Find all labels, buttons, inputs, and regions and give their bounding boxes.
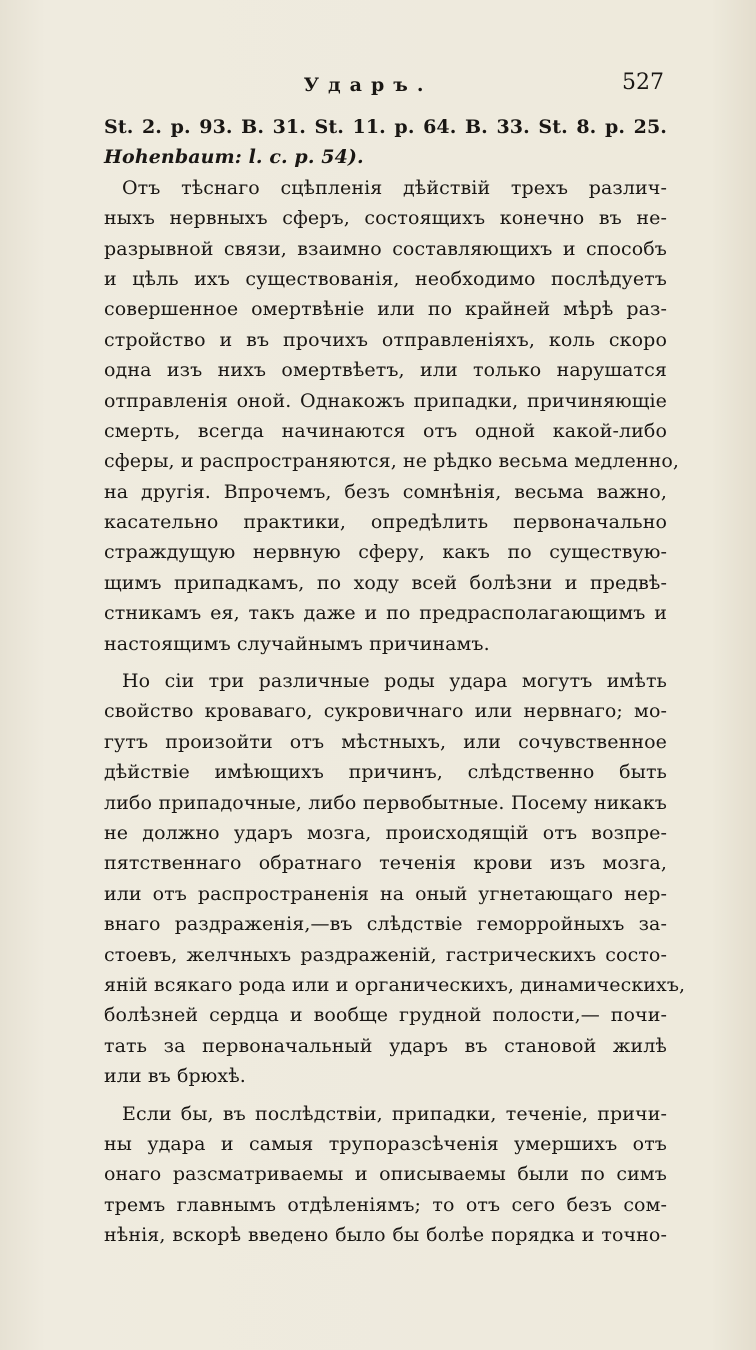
text-line: ны удара и самыя трупоразсѣченія умершихъ отъ — [104, 1132, 667, 1155]
paragraph — [104, 173, 680, 659]
paragraph — [104, 666, 686, 1091]
text-line: страждущую нервную сферу, какъ по существую- — [104, 541, 667, 564]
text-line: яній всякаго рода или и органическихъ, динамическихъ, — [104, 973, 686, 996]
paragraph — [104, 1099, 667, 1251]
text-line: гутъ произойти отъ мѣстныхъ, или сочувственное — [104, 730, 667, 753]
running-head — [0, 70, 756, 106]
text-line: разрывной связи, взаимно составляющихъ и способъ — [104, 237, 667, 260]
text-line: отправленія оной. Однакожъ припадки, причиняющіе — [104, 389, 667, 412]
paragraph-reference — [104, 112, 667, 173]
text-line: стникамъ ея, такъ даже и по предрасполагающимъ и — [104, 602, 667, 625]
text-line: нѣнія, вскорѣ введено было бы болѣе порядка и точно- — [104, 1224, 667, 1247]
text-line: и цѣль ихъ существованія, необходимо послѣдуетъ — [104, 267, 667, 290]
paragraph-gap — [104, 1092, 667, 1099]
page-number: 527 — [622, 70, 664, 95]
text-line: настоящимъ случайнымъ причинамъ. — [104, 632, 490, 655]
text-line: на другія. Впрочемъ, безъ сомнѣнія, весьма важно, — [104, 480, 667, 503]
text-line: пятственнаго обратнаго теченія крови изъ мозга, — [104, 852, 667, 875]
text-line: дѣйствіе имѣющихъ причинъ, слѣдственно быть — [104, 761, 667, 784]
body-text — [104, 112, 686, 1250]
text-line: Если бы, въ послѣдствіи, припадки, теченіе, причи- — [122, 1102, 667, 1125]
text-line: внаго раздраженія,—въ слѣдствіе геморройныхъ за- — [104, 913, 667, 936]
text-line: St. 2. p. 93. B. 31. St. 11. p. 64. B. 33. St. 8. p. 25. — [104, 116, 667, 138]
text-line: Но сіи три различные роды удара могутъ имѣть — [122, 670, 667, 693]
text-line: Отъ тѣснаго сцѣпленія дѣйствій трехъ различ- — [122, 176, 667, 199]
text-line: свойство кроваваго, сукровичнаго или нервнаго; мо- — [104, 700, 667, 723]
text-line: Hohenbaum: l. c. p. 54). — [104, 146, 364, 169]
text-line: одна изъ нихъ омертвѣетъ, или только нарушатся — [104, 359, 667, 382]
text-line: совершенное омертвѣніе или по крайней мѣрѣ раз- — [104, 298, 667, 321]
text-line: стройство и въ прочихъ отправленіяхъ, коль скоро — [104, 328, 667, 351]
running-title: Ударъ. — [303, 74, 433, 96]
text-line: либо припадочные, либо первобытные. Посему никакъ — [104, 791, 667, 814]
paragraph-gap — [104, 659, 667, 666]
text-line: тремъ главнымъ отдѣленіямъ; то отъ сего безъ сом- — [104, 1193, 667, 1216]
text-line: тать за первоначальный ударъ въ становой жилѣ — [104, 1034, 667, 1057]
text-line: не должно ударъ мозга, происходящій отъ возпре- — [104, 821, 667, 844]
text-line: смерть, всегда начинаются отъ одной какой-либо — [104, 419, 667, 442]
text-line: щимъ припадкамъ, по ходу всей болѣзни и предвѣ- — [104, 571, 667, 594]
text-line: касательно практики, опредѣлить первоначально — [104, 511, 667, 534]
text-line: сферы, и распространяются, не рѣдко весьма медленно, — [104, 450, 680, 473]
text-line: или отъ распространенія на оный угнетающаго нер- — [104, 882, 667, 905]
text-line: или въ брюхѣ. — [104, 1065, 246, 1088]
text-line: стоевъ, желчныхъ раздраженій, гастрическихъ состо- — [104, 943, 667, 966]
text-line: ныхъ нервныхъ сферъ, состоящихъ конечно въ не- — [104, 207, 667, 230]
text-line: онаго разсматриваемы и описываемы были по симъ — [104, 1163, 667, 1186]
text-line: болѣзней сердца и вообще грудной полости,— почи- — [104, 1004, 667, 1027]
